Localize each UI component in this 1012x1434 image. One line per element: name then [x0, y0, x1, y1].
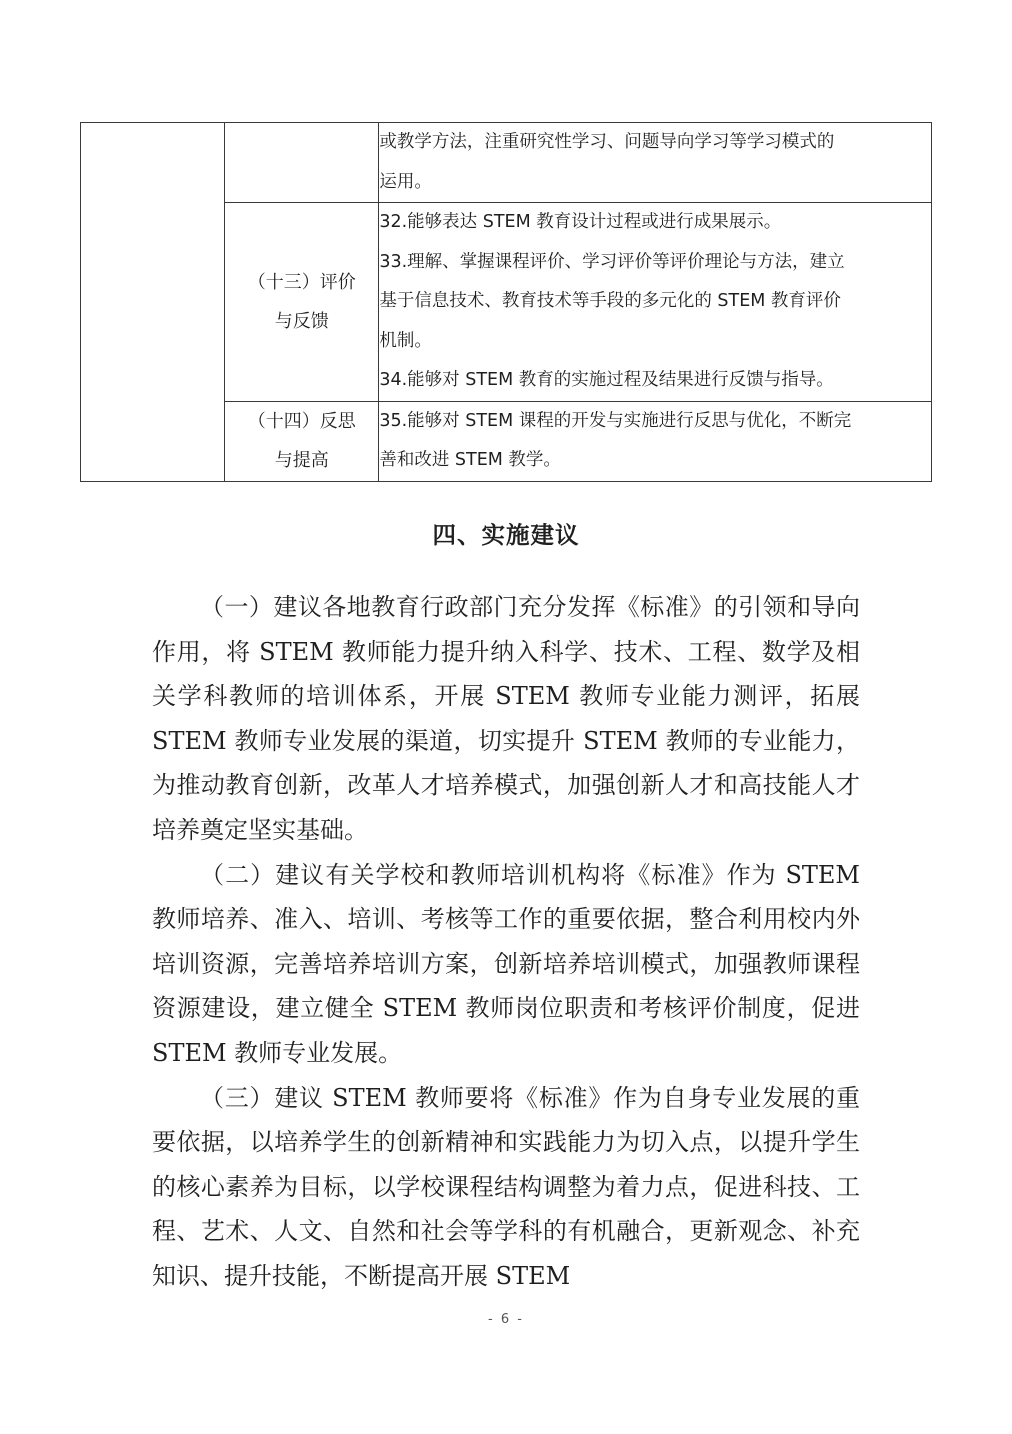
item-cell: [379, 203, 932, 402]
item-cell: [379, 123, 932, 203]
item-line: 基于信息技术、教育技术等手段的多元化的 STEM 教育评价: [379, 291, 841, 311]
item-line: 34.能够对 STEM 教育的实施过程及结果进行反馈与指导。: [379, 370, 834, 390]
category-label: 与提高: [274, 450, 329, 471]
standards-table: [80, 122, 932, 482]
category-label: （十三）评价: [247, 271, 356, 293]
category-label: （十四）反思: [247, 411, 356, 432]
paragraph: （一）建议各地教育行政部门充分发挥《标准》的引领和导向作用，将 STEM 教师能力提升纳入科学、技术、工程、数学及相关学科教师的培训体系，开展 STEM 教师专业能力测评，拓展 STEM 教师专业发展的渠道，切实提升 STEM 教师的专业能力，为推动教育创新，改革人才培养模式，加强创新人才和高技能人才培养奠定坚实基础。: [152, 593, 860, 844]
item-line: 33.理解、掌握课程评价、学习评价等评价理论与方法，建立: [379, 251, 845, 272]
item-line: 或教学方法，注重研究性学习、问题导向学习等学习模式的: [379, 132, 835, 152]
section-heading: 四、实施建议: [432, 521, 580, 549]
item-line: 机制。: [379, 330, 432, 351]
item-line: 善和改进 STEM 教学。: [379, 450, 561, 470]
domain-cell: [81, 123, 225, 482]
item-cell: [379, 401, 932, 481]
item-line: 运用。: [379, 171, 432, 192]
item-line: 35.能够对 STEM 课程的开发与实施进行反思与优化，不断完: [379, 410, 852, 431]
paragraph: （二）建议有关学校和教师培训机构将《标准》作为 STEM 教师培养、准入、培训、考核等工作的重要依据，整合利用校内外培训资源，完善培养培训方案，创新培养培训模式，加强教师课程资源建设，建立健全 STEM 教师岗位职责和考核评价制度，促进 STEM 教师专业发展。: [152, 860, 860, 1067]
paragraph: （三）建议 STEM 教师要将《标准》作为自身专业发展的重要依据，以培养学生的创新精神和实践能力为切入点，以提升学生的核心素养为目标，以学校课程结构调整为着力点，促进科技、工程、艺术、人文、自然和社会等学科的有机融合，更新观念、补充知识、提升技能，不断提高开展 STEM: [152, 1083, 860, 1290]
table-row: [81, 123, 932, 203]
category-cell: [225, 123, 379, 203]
category-label: 与反馈: [274, 310, 329, 332]
category-cell: [225, 203, 379, 402]
item-line: 32.能够表达 STEM 教育设计过程或进行成果展示。: [379, 212, 782, 232]
category-cell: [225, 401, 379, 481]
section-body: [152, 585, 860, 1299]
page-number: - 6 -: [488, 1312, 524, 1327]
